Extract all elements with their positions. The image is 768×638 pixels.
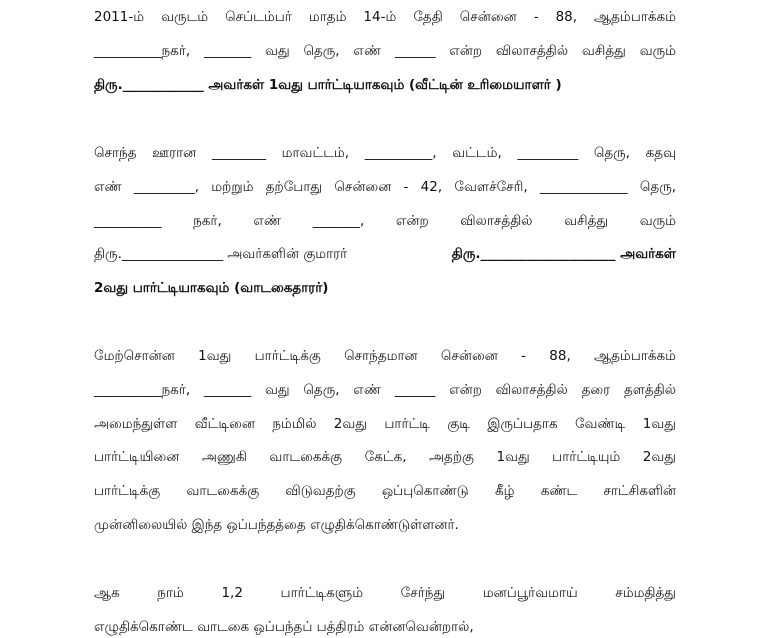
para3-line3: அமைந்துள்ள வீட்டினை நம்மில் 2வது பார்ட்டி குடி இருப்பதாக வேண்டி 1வது xyxy=(94,416,676,432)
para3-line2: __________நகர், _______ வது தெரு, எண் ______ என்ற விலாசத்தில் தரை தளத்தில் xyxy=(94,382,676,398)
para1-line2: __________நகர், _______ வது தெரு, எண் ______ என்ற விலாசத்தில் வசித்து வரும் xyxy=(94,43,676,59)
para3-line5: பார்ட்டிக்கு வாடகைக்கு விடுவதற்கு ஒப்புகொண்டு கீழ் கண்ட சாட்சிகளின் xyxy=(94,483,676,499)
para1-line1: 2011-ம் வருடம் செப்டம்பர் மாதம் 14-ம் தேதி சென்னை - 88, ஆதம்பாக்கம் xyxy=(94,9,676,25)
para2-line4 xyxy=(94,243,676,265)
para2-line1: சொந்த ஊரான ________ மாவட்டம், __________, வட்டம், _________ தெரு, கதவு xyxy=(94,145,676,161)
para2-line4-prefix: திரு._______________ அவர்களின் குமாரர் xyxy=(94,246,348,262)
para2-line5: 2வது பார்ட்டியாகவும் (வாடகைதாரர்) xyxy=(94,280,329,296)
para3-line1: மேற்சொன்ன 1வது பார்ட்டிக்கு சொந்தமான சென்னை - 88, ஆதம்பாக்கம் xyxy=(94,348,676,364)
para4-line2: எழுதிக்கொண்ட வாடகை ஒப்பந்தப் பத்திரம் என்னவென்றால், xyxy=(94,619,474,635)
para2-line3: __________ நகர், எண் _______, என்ற விலாசத்தில் வசித்து வரும் xyxy=(94,213,676,229)
para2-line2: எண் _________, மற்றும் தற்போது சென்னை - 42, வேளச்சேரி, _____________ தெரு, xyxy=(94,179,676,195)
para4-line1: ஆக நாம் 1,2 பார்ட்டிகளும் சேர்ந்து மனப்பூர்வமாய் சம்மதித்து xyxy=(94,585,676,601)
para1-line3: திரு.____________ அவர்கள் 1வது பார்ட்டியாகவும் (வீட்டின் உரிமையாளர் ) xyxy=(94,77,562,93)
para3-line6: முன்னிலையில் இந்த ஒப்பந்தத்தை எழுதிக்கொண்டுள்ளனர். xyxy=(94,517,459,533)
para2-line4-bold: திரு.____________________ அவர்கள் xyxy=(451,246,676,262)
para3-line4: பார்ட்டியினை அணுகி வாடகைக்கு கேட்க, அதற்கு 1வது பார்ட்டியும் 2வது xyxy=(94,449,676,465)
